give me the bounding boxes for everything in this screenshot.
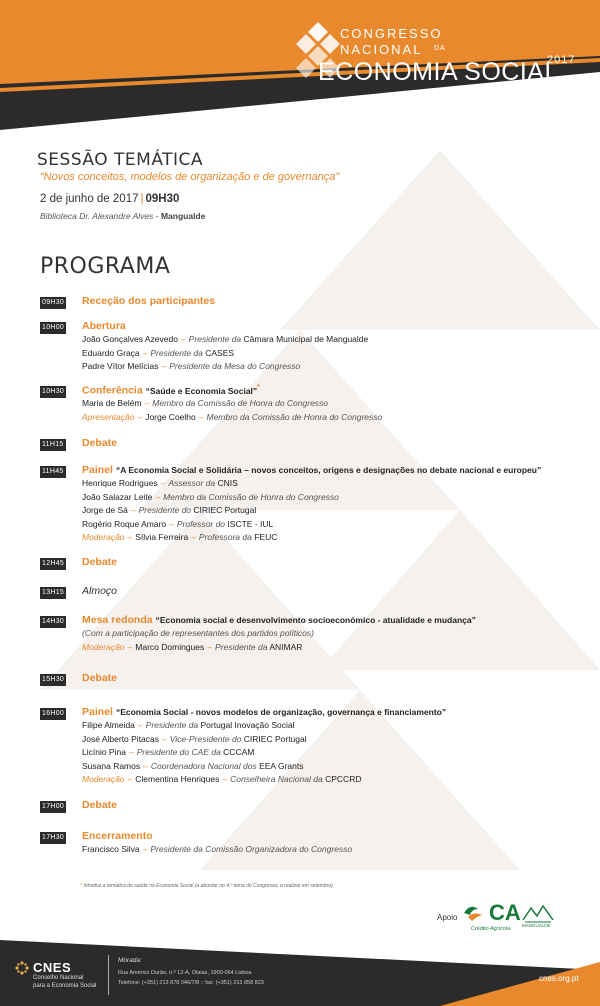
speaker-name: Eduardo Graça — [82, 347, 140, 358]
note-text: (Com a participação de representantes dos partidos políticos) — [82, 628, 314, 638]
speaker-name: Susana Ramos — [82, 760, 141, 771]
speaker-line: Filipe Almeida – Presidente da Portugal Inovação Social — [82, 720, 295, 730]
time-badge: 10H30 — [40, 386, 66, 398]
block-title-label: Painel — [82, 464, 113, 476]
header-nacional: NACIONAL — [340, 42, 423, 57]
speaker-name: João Salazar Leite — [82, 491, 153, 502]
time-badge: 16H00 — [40, 708, 66, 720]
time-badge: 17H30 — [40, 832, 66, 844]
speaker-name: Sílvia Ferreira — [135, 532, 189, 542]
morada-address: Rua Américo Durão, n.º 12-A, Olaias, 1900-064 Lisboa — [118, 970, 252, 976]
speaker-name: Licínio Pina — [82, 747, 126, 757]
venue-name: Biblioteca Dr. Alexandre Alves — [40, 211, 154, 221]
speaker-org: CCCAM — [223, 747, 255, 757]
speaker-line: Maria de Belém – Membro da Comissão de Honra do Congresso — [82, 398, 329, 408]
block-title: Debate — [82, 437, 118, 449]
speaker-line: Moderação – Marco Domingues – Presidente da ANIMAR — [82, 641, 303, 652]
block-title: Debate — [82, 672, 118, 684]
cnes-subtitle-1: Conselho Nacional — [33, 975, 84, 981]
block-quote: “A Economia Social e Solidária – novos conceitos, origens e designações no debate nacional e europeu” — [115, 465, 542, 475]
speaker-role: Membro da Comissão de Honra do Congresso — [152, 398, 329, 408]
speaker-org: EEA Grants — [259, 760, 304, 771]
speaker-org: FEUC — [254, 532, 278, 542]
block-title: Abertura — [82, 320, 126, 332]
speaker-role: Assessor da — [168, 478, 216, 488]
block-title — [82, 706, 446, 718]
speaker-name: José Alberto Pitacas — [82, 733, 160, 744]
session-venue: Biblioteca Dr. Alexandre Alves - Mangualde — [40, 211, 206, 221]
speaker-role: Presidente da — [214, 641, 268, 652]
speaker-name: Clementina Henriques — [135, 774, 220, 784]
speaker-line: Padre Vítor Melícias – Presidente da Mesa do Congresso — [82, 361, 301, 371]
speaker-list — [82, 397, 382, 424]
footnote-text: Introduz a temática da saúde na Economia Social (a abordar no 4.º tema do Congresso, a realizar em setembro) — [83, 883, 333, 889]
speaker-line: Apresentação – Jorge Coelho – Membro da Comissão de Honra do Congresso — [82, 411, 383, 422]
session-heading: SESSÃO TEMÁTICA — [37, 150, 204, 170]
footnote — [80, 883, 333, 889]
speaker-role: Membro da Comissão de Honra do Congresso — [206, 411, 383, 422]
footnote-mark: * — [257, 384, 260, 391]
speaker-list — [82, 843, 352, 857]
block-title: Debate — [82, 799, 118, 811]
speaker-line: João Salazar Leite – Membro da Comissão de Honra do Congresso — [82, 491, 339, 502]
time-badge: 12H45 — [40, 558, 66, 570]
block-title-label: Painel — [82, 706, 113, 718]
speaker-line: Licínio Pina – Presidente do CAE da CCCAM — [82, 747, 255, 757]
session-time: 09H30 — [145, 193, 180, 205]
session-date-time: 2 de junho de 2017 | 09H30 — [40, 193, 180, 205]
venue-town: Mangualde — [160, 211, 206, 221]
speaker-org: CPCCRD — [325, 774, 362, 784]
block-title — [82, 464, 541, 476]
time-badge: 11H15 — [40, 439, 66, 451]
mangualde-text: MANGUALDE — [522, 923, 551, 928]
speaker-role: Conselheira Nacional da — [230, 774, 323, 784]
speaker-list — [82, 719, 361, 787]
morada-label: Morada: — [118, 957, 142, 964]
credito-agricola-text: Crédito Agrícola — [471, 926, 511, 932]
speaker-role: Presidente do CAE da — [136, 747, 221, 757]
speaker-line: Moderação – Sílvia Ferreira – Professora da FEUC — [82, 532, 278, 542]
speaker-name: Rogério Roque Amaro — [82, 518, 167, 529]
credito-agricola-logo-icon — [462, 903, 486, 921]
mangualde-logo-icon — [521, 900, 555, 924]
speaker-label: Moderação — [82, 641, 125, 652]
block-title: Receção dos participantes — [82, 295, 216, 307]
time-badge: 09H30 — [40, 297, 66, 309]
speaker-org: CNIS — [217, 478, 238, 488]
speaker-line: Eduardo Graça – Presidente da CASES — [82, 347, 235, 358]
speaker-line: Susana Ramos – Coordenadora Nacional dos EEA Grants — [82, 760, 304, 771]
apoio-label: Apoio — [437, 913, 458, 922]
speaker-name: João Gonçalves Azevedo — [82, 334, 178, 344]
speaker-role: Presidente da — [145, 720, 199, 730]
speaker-role: Coordenadora Nacional dos — [150, 760, 257, 771]
block-title — [82, 384, 260, 397]
speaker-list — [82, 333, 368, 374]
time-badge: 14H30 — [40, 616, 66, 628]
speaker-name: Francisco Silva — [82, 844, 140, 854]
speaker-org: CASES — [205, 347, 235, 358]
speaker-role: Vice-Presidente do — [169, 733, 242, 744]
speaker-org: Câmara Municipal de Mangualde — [243, 334, 369, 344]
speaker-role: Professora da — [198, 532, 252, 542]
speaker-role: Presidente da Comissão Organizadora do Congresso — [150, 844, 353, 854]
session-theme: “Novos conceitos, modelos de organização e de governança” — [40, 171, 340, 183]
footnote-asterisk: * — [80, 883, 82, 889]
speaker-name: Maria de Belém — [82, 398, 142, 408]
time-badge: 11H45 — [40, 466, 66, 478]
header-year: 2017 — [547, 54, 576, 66]
block-title: Debate — [82, 556, 118, 568]
block-quote: “Economia social e desenvolvimento socioeconómico - atualidade e mudança” — [155, 615, 476, 625]
speaker-list — [82, 477, 339, 545]
speaker-name: Padre Vítor Melícias — [82, 361, 159, 371]
morada-phone: Telefone: (+351) 213 878 046/7/8 :: fax: (+351) 213 858 823 — [118, 980, 264, 986]
website-link[interactable]: cnes.org.pt — [539, 974, 579, 983]
programa-title: PROGRAMA — [40, 254, 171, 279]
block-quote: “Economia Social - novos modelos de organização, governança e financiamento” — [115, 707, 447, 717]
speaker-role: Professor do — [176, 518, 226, 529]
speaker-line: João Gonçalves Azevedo – Presidente da Câmara Municipal de Mangualde — [82, 334, 369, 344]
time-badge: 17H00 — [40, 801, 66, 813]
footer-background — [0, 940, 600, 1006]
header-da: DA — [434, 45, 446, 52]
time-badge: 13H15 — [40, 587, 66, 599]
speaker-org: Portugal Inovação Social — [200, 720, 295, 730]
header-banner — [0, 0, 600, 130]
speaker-role: Presidente do — [138, 505, 192, 515]
block-title-label: Mesa redonda — [82, 614, 153, 626]
speaker-name: Jorge de Sá — [82, 505, 128, 515]
time-badge: 15H30 — [40, 674, 66, 686]
block-note — [82, 627, 314, 641]
time-badge: 10H00 — [40, 322, 66, 334]
speaker-role: Presidente da Mesa do Congresso — [169, 361, 301, 371]
header-economia-social: ECONOMIA SOCIAL — [318, 58, 559, 86]
speaker-role: Presidente da — [188, 334, 242, 344]
speaker-org: CIRIEC Portugal — [243, 733, 307, 744]
block-title: Encerramento — [82, 830, 153, 842]
speaker-line: Jorge de Sá – Presidente do CIRIEC Portugal — [82, 505, 257, 515]
header-congresso: CONGRESSO — [340, 26, 443, 41]
speaker-line: José Alberto Pitacas – Vice-Presidente do CIRIEC Portugal — [82, 733, 307, 744]
block-title-label: Conferência — [82, 384, 143, 397]
speaker-org: ISCTE - IUL — [227, 518, 274, 529]
speaker-line: Henrique Rodrigues – Assessor da CNIS — [82, 478, 238, 488]
speaker-role: Membro da Comissão de Honra do Congresso — [163, 491, 339, 502]
speaker-name: Henrique Rodrigues — [82, 478, 158, 488]
block-title: Almoço — [82, 585, 118, 597]
speaker-list — [82, 627, 314, 654]
footer — [0, 940, 600, 1006]
footer-divider — [108, 955, 109, 995]
cnes-subtitle-2: para a Economia Social — [33, 983, 97, 989]
speaker-name: Jorge Coelho — [145, 411, 196, 422]
block-title — [82, 614, 476, 626]
credito-agricola-ca: CA — [489, 900, 521, 925]
speaker-line: Moderação – Clementina Henriques – Conselheira Nacional da CPCCRD — [82, 774, 362, 784]
speaker-name: Marco Domingues — [135, 641, 205, 652]
speaker-label: Moderação — [82, 774, 125, 784]
block-quote: “Saúde e Economia Social” — [145, 385, 258, 396]
cnes-name: CNES — [33, 960, 72, 975]
session-date: 2 de junho de 2017 — [40, 193, 139, 205]
cnes-logo-icon — [14, 960, 30, 976]
speaker-org: ANIMAR — [269, 641, 303, 652]
speaker-org: CIRIEC Portugal — [193, 505, 257, 515]
speaker-label: Apresentação — [82, 411, 135, 422]
speaker-line: Rogério Roque Amaro – Professor do ISCTE - IUL — [82, 518, 274, 529]
speaker-line: Francisco Silva – Presidente da Comissão Organizadora do Congresso — [82, 844, 353, 854]
speaker-label: Moderação — [82, 532, 125, 542]
speaker-name: Filipe Almeida — [82, 720, 135, 730]
speaker-role: Presidente da — [150, 347, 203, 358]
